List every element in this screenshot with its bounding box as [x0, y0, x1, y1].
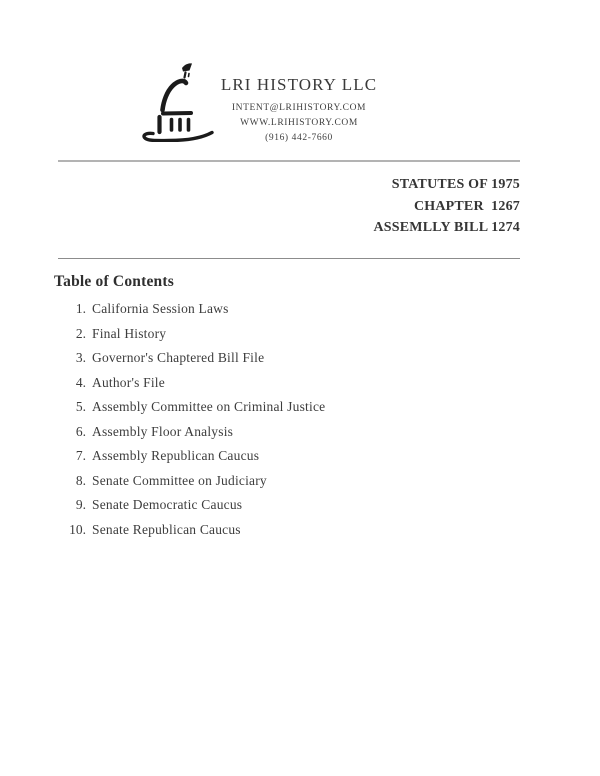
toc-item [0, 498, 325, 512]
toc-item-number: 10. [69, 521, 86, 537]
toc-item-number: 6. [75, 423, 86, 439]
letterhead [213, 74, 385, 145]
toc-item-number: 5. [75, 399, 86, 414]
statute-reference-block [373, 174, 520, 239]
toc-item-label: Senate Republican Caucus [92, 521, 241, 537]
toc-list [0, 302, 325, 547]
statutes-line: STATUTES OF 1975 [391, 177, 520, 192]
toc-item [0, 449, 325, 463]
toc-item [0, 523, 325, 537]
toc-item [0, 302, 325, 316]
divider-top [58, 160, 520, 162]
toc-item-label: Senate Democratic Caucus [92, 497, 243, 512]
bill-line: ASSEMLLY BILL 1274 [373, 220, 520, 235]
toc-item [0, 327, 325, 341]
toc-item [0, 351, 325, 365]
toc-item-number: 7. [75, 448, 86, 463]
toc-item-label: Assembly Committee on Criminal Justice [92, 399, 326, 414]
company-phone: (916) 442-7660 [265, 133, 333, 143]
toc-item-label: California Session Laws [92, 301, 229, 316]
chapter-line: CHAPTER 1267 [413, 198, 520, 214]
toc-item-number: 4. [75, 374, 86, 390]
toc-item-number: 8. [75, 472, 86, 488]
toc-item-label: Final History [92, 325, 167, 341]
toc-item [0, 474, 325, 488]
toc-item-number: 3. [75, 350, 86, 365]
toc-item-label: Author's File [92, 374, 165, 390]
company-email: INTENT@LRIHISTORY.COM [231, 103, 367, 113]
toc-item [0, 400, 325, 414]
capitol-dome-logo-icon [138, 60, 220, 142]
divider-bottom [58, 258, 520, 259]
toc-item-label: Governor's Chaptered Bill File [92, 350, 265, 365]
toc-title: Table of Contents [54, 273, 174, 290]
company-website: WWW.LRIHISTORY.COM [240, 118, 358, 128]
toc-item-label: Assembly Republican Caucus [92, 448, 260, 463]
toc-item-number: 2. [75, 325, 86, 341]
company-name: LRI HISTORY LLC [220, 75, 378, 94]
toc-item-label: Assembly Floor Analysis [92, 423, 234, 439]
toc-item-label: Senate Committee on Judiciary [92, 472, 267, 488]
toc-item [0, 425, 325, 439]
toc-item-number: 1. [75, 301, 86, 316]
toc-item [0, 376, 325, 390]
toc-item-number: 9. [75, 497, 86, 512]
